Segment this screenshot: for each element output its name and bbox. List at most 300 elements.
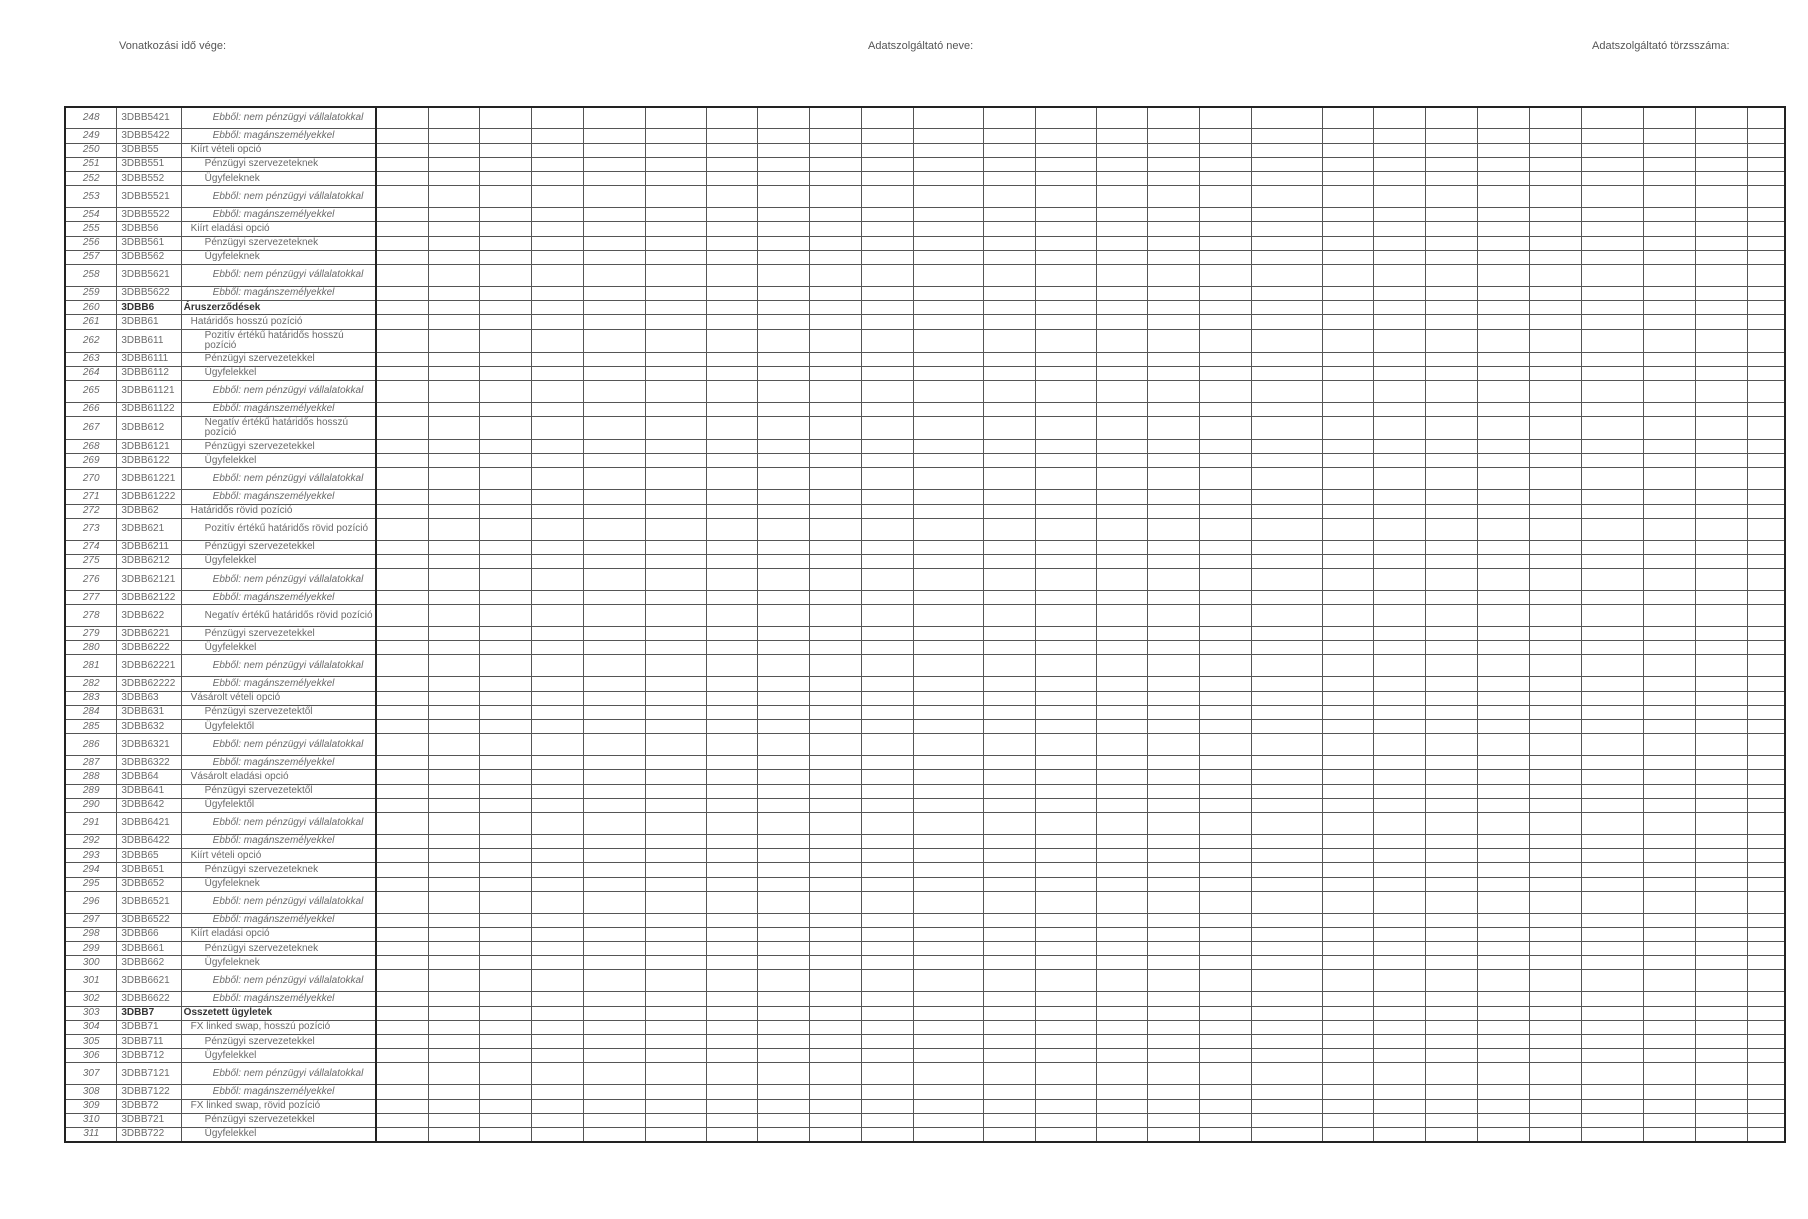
value-cell[interactable] [1747,186,1785,208]
value-cell[interactable] [1200,605,1252,627]
value-cell[interactable] [862,798,914,812]
value-cell[interactable] [584,518,646,540]
value-cell[interactable] [376,655,428,677]
value-cell[interactable] [1426,1113,1478,1127]
value-cell[interactable] [1478,942,1530,956]
value-cell[interactable] [1374,720,1426,734]
value-cell[interactable] [1252,1085,1323,1099]
value-cell[interactable] [584,157,646,171]
value-cell[interactable] [706,380,758,402]
value-cell[interactable] [376,1099,428,1113]
value-cell[interactable] [428,770,480,784]
value-cell[interactable] [584,590,646,604]
value-cell[interactable] [1374,250,1426,264]
value-cell[interactable] [480,784,532,798]
value-cell[interactable] [584,942,646,956]
value-cell[interactable] [1200,417,1252,440]
value-cell[interactable] [1036,1085,1096,1099]
value-cell[interactable] [1426,468,1478,490]
value-cell[interactable] [810,186,862,208]
value-cell[interactable] [862,186,914,208]
value-cell[interactable] [862,605,914,627]
value-cell[interactable] [913,756,984,770]
value-cell[interactable] [1581,784,1643,798]
value-cell[interactable] [1644,236,1696,250]
value-cell[interactable] [984,301,1036,315]
value-cell[interactable] [480,605,532,627]
value-cell[interactable] [758,691,810,705]
value-cell[interactable] [1374,605,1426,627]
value-cell[interactable] [480,913,532,927]
value-cell[interactable] [1374,970,1426,992]
value-cell[interactable] [1747,222,1785,236]
value-cell[interactable] [532,301,584,315]
value-cell[interactable] [706,554,758,568]
value-cell[interactable] [1200,250,1252,264]
value-cell[interactable] [480,1049,532,1063]
value-cell[interactable] [1747,705,1785,719]
value-cell[interactable] [1478,734,1530,756]
value-cell[interactable] [984,1020,1036,1034]
value-cell[interactable] [1096,454,1148,468]
value-cell[interactable] [1252,352,1323,366]
value-cell[interactable] [1036,1049,1096,1063]
value-cell[interactable] [1644,402,1696,416]
value-cell[interactable] [428,677,480,691]
value-cell[interactable] [1200,756,1252,770]
value-cell[interactable] [480,863,532,877]
value-cell[interactable] [1581,301,1643,315]
value-cell[interactable] [913,286,984,300]
value-cell[interactable] [862,454,914,468]
value-cell[interactable] [1096,734,1148,756]
value-cell[interactable] [1530,970,1582,992]
value-cell[interactable] [646,1020,706,1034]
value-cell[interactable] [1530,913,1582,927]
value-cell[interactable] [810,490,862,504]
value-cell[interactable] [1581,236,1643,250]
value-cell[interactable] [1374,540,1426,554]
value-cell[interactable] [1096,641,1148,655]
value-cell[interactable] [1747,734,1785,756]
value-cell[interactable] [984,590,1036,604]
value-cell[interactable] [1200,236,1252,250]
value-cell[interactable] [1530,540,1582,554]
value-cell[interactable] [584,1127,646,1142]
value-cell[interactable] [1252,956,1323,970]
value-cell[interactable] [1322,129,1374,143]
value-cell[interactable] [1581,812,1643,834]
value-cell[interactable] [1252,641,1323,655]
value-cell[interactable] [706,107,758,129]
value-cell[interactable] [1478,490,1530,504]
value-cell[interactable] [984,798,1036,812]
value-cell[interactable] [480,490,532,504]
value-cell[interactable] [862,107,914,129]
value-cell[interactable] [1581,569,1643,591]
value-cell[interactable] [1426,286,1478,300]
value-cell[interactable] [532,849,584,863]
value-cell[interactable] [1322,286,1374,300]
value-cell[interactable] [810,504,862,518]
value-cell[interactable] [862,468,914,490]
value-cell[interactable] [1322,691,1374,705]
value-cell[interactable] [1696,1049,1748,1063]
value-cell[interactable] [532,655,584,677]
value-cell[interactable] [1426,1006,1478,1020]
value-cell[interactable] [1426,756,1478,770]
value-cell[interactable] [1478,380,1530,402]
value-cell[interactable] [480,970,532,992]
value-cell[interactable] [1478,468,1530,490]
value-cell[interactable] [584,849,646,863]
value-cell[interactable] [428,1127,480,1142]
value-cell[interactable] [706,970,758,992]
value-cell[interactable] [1581,172,1643,186]
value-cell[interactable] [1252,927,1323,941]
value-cell[interactable] [428,849,480,863]
value-cell[interactable] [1200,352,1252,366]
value-cell[interactable] [646,770,706,784]
value-cell[interactable] [1374,329,1426,352]
value-cell[interactable] [646,784,706,798]
value-cell[interactable] [913,107,984,129]
value-cell[interactable] [810,590,862,604]
value-cell[interactable] [1200,927,1252,941]
value-cell[interactable] [376,454,428,468]
value-cell[interactable] [1096,540,1148,554]
value-cell[interactable] [1036,863,1096,877]
value-cell[interactable] [1096,380,1148,402]
value-cell[interactable] [1644,863,1696,877]
value-cell[interactable] [1036,942,1096,956]
value-cell[interactable] [1322,172,1374,186]
value-cell[interactable] [1696,265,1748,287]
value-cell[interactable] [1252,1006,1323,1020]
value-cell[interactable] [810,720,862,734]
value-cell[interactable] [1096,129,1148,143]
value-cell[interactable] [1374,655,1426,677]
value-cell[interactable] [1530,504,1582,518]
value-cell[interactable] [428,352,480,366]
value-cell[interactable] [1696,956,1748,970]
value-cell[interactable] [1478,366,1530,380]
value-cell[interactable] [810,627,862,641]
value-cell[interactable] [758,705,810,719]
value-cell[interactable] [1478,286,1530,300]
value-cell[interactable] [1096,891,1148,913]
value-cell[interactable] [984,440,1036,454]
value-cell[interactable] [1096,1063,1148,1085]
value-cell[interactable] [376,554,428,568]
value-cell[interactable] [1747,1099,1785,1113]
value-cell[interactable] [862,490,914,504]
value-cell[interactable] [1200,784,1252,798]
value-cell[interactable] [1148,143,1200,157]
value-cell[interactable] [862,554,914,568]
value-cell[interactable] [862,913,914,927]
value-cell[interactable] [1696,468,1748,490]
value-cell[interactable] [1581,417,1643,440]
value-cell[interactable] [480,265,532,287]
value-cell[interactable] [706,1049,758,1063]
value-cell[interactable] [984,1099,1036,1113]
value-cell[interactable] [584,569,646,591]
value-cell[interactable] [1036,691,1096,705]
value-cell[interactable] [1426,734,1478,756]
value-cell[interactable] [1148,554,1200,568]
value-cell[interactable] [1036,1127,1096,1142]
value-cell[interactable] [1478,143,1530,157]
value-cell[interactable] [584,834,646,848]
value-cell[interactable] [1426,705,1478,719]
value-cell[interactable] [1644,129,1696,143]
value-cell[interactable] [913,770,984,784]
value-cell[interactable] [1478,992,1530,1006]
value-cell[interactable] [1530,1020,1582,1034]
value-cell[interactable] [532,540,584,554]
value-cell[interactable] [1096,1085,1148,1099]
value-cell[interactable] [376,315,428,329]
value-cell[interactable] [862,329,914,352]
value-cell[interactable] [1530,720,1582,734]
value-cell[interactable] [428,1085,480,1099]
value-cell[interactable] [1036,129,1096,143]
value-cell[interactable] [532,705,584,719]
value-cell[interactable] [1252,677,1323,691]
value-cell[interactable] [1148,1006,1200,1020]
value-cell[interactable] [480,172,532,186]
value-cell[interactable] [1530,301,1582,315]
value-cell[interactable] [1374,1127,1426,1142]
value-cell[interactable] [1478,590,1530,604]
value-cell[interactable] [1426,454,1478,468]
value-cell[interactable] [532,784,584,798]
value-cell[interactable] [1148,301,1200,315]
value-cell[interactable] [1096,590,1148,604]
value-cell[interactable] [376,691,428,705]
value-cell[interactable] [1096,402,1148,416]
value-cell[interactable] [1252,705,1323,719]
value-cell[interactable] [1252,315,1323,329]
value-cell[interactable] [1036,913,1096,927]
value-cell[interactable] [1747,402,1785,416]
value-cell[interactable] [984,186,1036,208]
value-cell[interactable] [1322,380,1374,402]
value-cell[interactable] [1581,863,1643,877]
value-cell[interactable] [584,863,646,877]
value-cell[interactable] [706,605,758,627]
value-cell[interactable] [1696,129,1748,143]
value-cell[interactable] [1530,834,1582,848]
value-cell[interactable] [984,605,1036,627]
value-cell[interactable] [1478,236,1530,250]
value-cell[interactable] [1747,504,1785,518]
value-cell[interactable] [1747,691,1785,705]
value-cell[interactable] [1036,208,1096,222]
value-cell[interactable] [480,590,532,604]
value-cell[interactable] [862,1006,914,1020]
value-cell[interactable] [532,812,584,834]
value-cell[interactable] [810,770,862,784]
value-cell[interactable] [1096,956,1148,970]
value-cell[interactable] [1148,250,1200,264]
value-cell[interactable] [428,504,480,518]
value-cell[interactable] [532,366,584,380]
value-cell[interactable] [1374,107,1426,129]
value-cell[interactable] [376,143,428,157]
value-cell[interactable] [532,107,584,129]
value-cell[interactable] [646,143,706,157]
value-cell[interactable] [913,913,984,927]
value-cell[interactable] [480,691,532,705]
value-cell[interactable] [1200,518,1252,540]
value-cell[interactable] [1530,1099,1582,1113]
value-cell[interactable] [706,454,758,468]
value-cell[interactable] [1426,655,1478,677]
value-cell[interactable] [1200,1049,1252,1063]
value-cell[interactable] [1747,468,1785,490]
value-cell[interactable] [862,677,914,691]
value-cell[interactable] [1036,490,1096,504]
value-cell[interactable] [584,784,646,798]
value-cell[interactable] [428,913,480,927]
value-cell[interactable] [810,863,862,877]
value-cell[interactable] [1747,913,1785,927]
value-cell[interactable] [1252,970,1323,992]
value-cell[interactable] [428,970,480,992]
value-cell[interactable] [1036,143,1096,157]
value-cell[interactable] [1530,1035,1582,1049]
value-cell[interactable] [758,468,810,490]
value-cell[interactable] [532,877,584,891]
value-cell[interactable] [1036,236,1096,250]
value-cell[interactable] [1478,720,1530,734]
value-cell[interactable] [646,504,706,518]
value-cell[interactable] [376,877,428,891]
value-cell[interactable] [646,863,706,877]
value-cell[interactable] [1096,208,1148,222]
value-cell[interactable] [1252,380,1323,402]
value-cell[interactable] [862,250,914,264]
value-cell[interactable] [1096,677,1148,691]
value-cell[interactable] [428,286,480,300]
value-cell[interactable] [1747,956,1785,970]
value-cell[interactable] [862,315,914,329]
value-cell[interactable] [984,1127,1036,1142]
value-cell[interactable] [1200,720,1252,734]
value-cell[interactable] [1096,942,1148,956]
value-cell[interactable] [1036,250,1096,264]
value-cell[interactable] [1200,770,1252,784]
value-cell[interactable] [1252,250,1323,264]
value-cell[interactable] [1478,417,1530,440]
value-cell[interactable] [1322,756,1374,770]
value-cell[interactable] [1252,208,1323,222]
value-cell[interactable] [376,402,428,416]
value-cell[interactable] [758,1113,810,1127]
value-cell[interactable] [706,849,758,863]
value-cell[interactable] [646,468,706,490]
value-cell[interactable] [758,286,810,300]
value-cell[interactable] [862,942,914,956]
value-cell[interactable] [1644,143,1696,157]
value-cell[interactable] [810,798,862,812]
value-cell[interactable] [706,812,758,834]
value-cell[interactable] [646,518,706,540]
value-cell[interactable] [532,834,584,848]
value-cell[interactable] [810,352,862,366]
value-cell[interactable] [984,691,1036,705]
value-cell[interactable] [1530,927,1582,941]
value-cell[interactable] [1747,1127,1785,1142]
value-cell[interactable] [913,863,984,877]
value-cell[interactable] [480,504,532,518]
value-cell[interactable] [862,286,914,300]
value-cell[interactable] [984,417,1036,440]
value-cell[interactable] [1747,286,1785,300]
value-cell[interactable] [1200,490,1252,504]
value-cell[interactable] [1322,402,1374,416]
value-cell[interactable] [480,734,532,756]
value-cell[interactable] [1747,172,1785,186]
value-cell[interactable] [984,222,1036,236]
value-cell[interactable] [1200,1035,1252,1049]
value-cell[interactable] [1374,366,1426,380]
value-cell[interactable] [810,402,862,416]
value-cell[interactable] [1478,970,1530,992]
value-cell[interactable] [1644,970,1696,992]
value-cell[interactable] [584,877,646,891]
value-cell[interactable] [376,518,428,540]
value-cell[interactable] [1322,366,1374,380]
value-cell[interactable] [1581,1035,1643,1049]
value-cell[interactable] [913,265,984,287]
value-cell[interactable] [1252,265,1323,287]
value-cell[interactable] [1426,417,1478,440]
value-cell[interactable] [810,380,862,402]
value-cell[interactable] [810,849,862,863]
value-cell[interactable] [584,734,646,756]
value-cell[interactable] [1581,380,1643,402]
value-cell[interactable] [1530,956,1582,970]
value-cell[interactable] [646,720,706,734]
value-cell[interactable] [984,208,1036,222]
value-cell[interactable] [984,352,1036,366]
value-cell[interactable] [1644,454,1696,468]
value-cell[interactable] [1148,784,1200,798]
value-cell[interactable] [810,1113,862,1127]
value-cell[interactable] [758,301,810,315]
value-cell[interactable] [1374,677,1426,691]
value-cell[interactable] [1478,315,1530,329]
value-cell[interactable] [584,992,646,1006]
value-cell[interactable] [1530,329,1582,352]
value-cell[interactable] [1581,1049,1643,1063]
value-cell[interactable] [706,590,758,604]
value-cell[interactable] [376,329,428,352]
value-cell[interactable] [1036,1006,1096,1020]
value-cell[interactable] [532,454,584,468]
value-cell[interactable] [1478,770,1530,784]
value-cell[interactable] [706,891,758,913]
value-cell[interactable] [758,927,810,941]
value-cell[interactable] [480,956,532,970]
value-cell[interactable] [1644,417,1696,440]
value-cell[interactable] [1148,380,1200,402]
value-cell[interactable] [984,734,1036,756]
value-cell[interactable] [1581,720,1643,734]
